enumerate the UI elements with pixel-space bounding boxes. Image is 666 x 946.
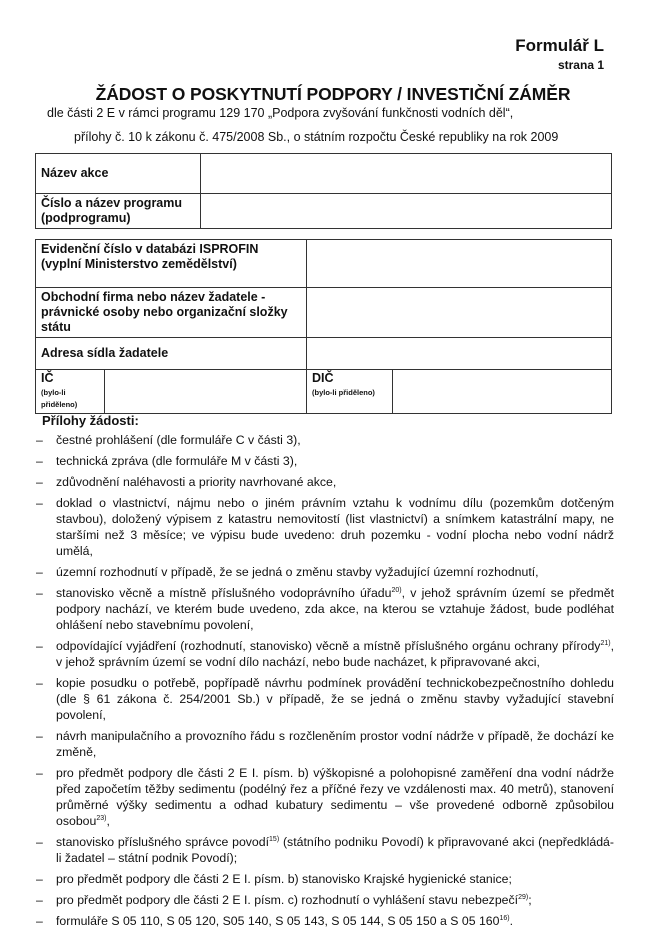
list-item [36,495,614,559]
subtitle-line-2: přílohy č. 10 k zákonu č. 475/2008 Sb., o státním rozpočtu České republiky na rok 2009 [74,130,559,144]
list-item [36,638,614,670]
list-item [36,765,614,829]
table-row [36,338,612,370]
field-label: Číslo a název programu (podprogramu) [36,194,201,229]
dash-bullet-icon: – [36,565,43,579]
dash-bullet-icon: – [36,914,43,928]
ic-label: IČ [41,371,54,385]
dash-bullet-icon: – [36,639,43,653]
list-item-text: návrh manipulačního a provozního řádu s rozčleněním prostor vodní nádrže v případě, že dochází ke změně, [56,729,614,759]
table-row [36,240,612,288]
list-item [36,728,614,760]
program-field[interactable] [201,194,612,229]
list-item-text: , v jehož správním území se vodní dílo nachází, nebo bude nacházet, k připravované akci, [56,639,614,669]
dash-bullet-icon: – [36,586,43,600]
table-row [36,370,612,414]
page-number: strana 1 [557,58,604,72]
list-item [36,564,614,580]
dic-note: (bylo-li přiděleno) [312,388,375,397]
list-item [36,834,614,866]
dash-bullet-icon: – [36,872,43,886]
action-name-field[interactable] [201,154,612,194]
list-item-text: formuláře S 05 110, S 05 120, S05 140, S 05 143, S 05 144, S 05 150 a S 05 160 [56,914,500,928]
table-row [36,288,612,338]
list-item-text: technická zpráva (dle formuláře M v části 3), [56,454,298,468]
dash-bullet-icon: – [36,766,43,780]
dash-bullet-icon: – [36,454,43,468]
company-name-field[interactable] [307,288,612,338]
list-item [36,871,614,887]
list-item [36,474,614,490]
dic-label-cell [307,370,393,414]
list-item-text: pro předmět podpory dle části 2 E I. písm. b) výškopisné a polohopisné zaměření dna vodní nádrže před započetím těžby sedimentu (podélný řez a příčné řezy ve vzdálenosti max. 40 metrů), stanovení průměrné výšky sedimentu a odhad kubatury sedimentu – vše provedené odborně způsobilou osobou [56,766,614,828]
field-label: Evidenční číslo v databázi ISPROFIN (vyplní Ministerstvo zemědělství) [36,240,307,288]
list-item-text: zdůvodnění naléhavosti a priority navrhované akce, [56,475,337,489]
footnote-ref: 23) [96,814,107,822]
ic-label-cell [36,370,105,414]
list-item-text: pro předmět podpory dle části 2 E I. písm. b) stanovisko Krajské hygienické stanice; [56,872,512,886]
list-item-text: , [106,814,110,828]
dic-label: DIČ [312,371,334,385]
attachments-list [36,432,614,934]
list-item-text: doklad o vlastnictví, nájmu nebo o jiném právním vztahu k vodnímu dílu (pozemkům dotčeným stavbou), doložený výpisem z katastru nemovitostí (list vlastnictví) a snímkem katastrální mapy, ne staršími než 3 měsíce; ve výpisu bude uvedeno: druh pozemku - vodní plocha nebo vodní nádrž umělá, [56,496,614,558]
list-item-text: čestné prohlášení (dle formuláře C v části 3), [56,433,301,447]
dash-bullet-icon: – [36,433,43,447]
field-label: Obchodní firma nebo název žadatele - právnické osoby nebo organizační složky státu [36,288,307,338]
list-item-text: stanovisko příslušného správce povodí [56,835,270,849]
ic-note: (bylo-li přiděleno) [41,388,78,409]
list-item [36,675,614,723]
field-label: Název akce [36,154,201,194]
list-item [36,585,614,633]
list-item [36,913,614,929]
footnote-ref: 16) [499,914,510,922]
list-item-text: (státního podniku Povodí) k připravované akci (nepředkládá-li žadatel – státní podnik Povodí); [56,835,614,865]
table-row [36,194,612,229]
list-item [36,453,614,469]
ic-field[interactable] [105,370,307,414]
list-item-text: . [509,914,514,928]
subtitle-line-1: dle části 2 E v rámci programu 129 170 „Podpora zvyšování funkčnosti vodních děl“, [47,106,514,120]
table-row [36,154,612,194]
dash-bullet-icon: – [36,676,43,690]
list-item-text: stanovisko věcně a místně příslušného vodoprávního úřadu [56,586,392,600]
list-item-text: územní rozhodnutí v případě, že se jedná o změnu stavby vyžadující územní rozhodnutí, [56,565,539,579]
document-title: ŽÁDOST O POSKYTNUTÍ PODPORY / INVESTIČNÍ ZÁMĚR [95,84,571,104]
dic-field[interactable] [393,370,612,414]
list-item-text: ; [528,893,532,907]
list-item-text: odpovídající vyjádření (rozhodnutí, stanovisko) věcně a místně příslušného orgánu ochrany přírody [56,639,601,653]
attachments-heading: Přílohy žádosti: [42,413,139,428]
field-label: Adresa sídla žadatele [36,338,307,370]
dash-bullet-icon: – [36,835,43,849]
list-item-text: kopie posudku o potřebě, popřípadě návrhu podmínek provádění technickobezpečnostního dohledu (dle § 61 zákona č. 254/2001 Sb.) v případě, že se jedná o změnu stavby vyžadující stavební povolení, [56,676,614,722]
action-table [35,153,612,229]
dash-bullet-icon: – [36,893,43,907]
address-field[interactable] [307,338,612,370]
list-item-text: , v jehož správním území se předmět podpory nachází, ve kterém bude uvedeno, zda akce, na kterou se vztahuje žádost, bude podléhat ohlášení nebo stavebnímu povolení, [56,586,614,632]
footnote-ref: 15) [269,835,280,843]
applicant-table [35,239,612,414]
list-item [36,892,614,908]
footnote-ref: 20) [391,586,402,594]
footnote-ref: 21) [600,639,611,647]
form-id: Formulář L [515,36,604,55]
dash-bullet-icon: – [36,475,43,489]
list-item [36,432,614,448]
footnote-ref: 29) [518,893,529,901]
dash-bullet-icon: – [36,496,43,510]
dash-bullet-icon: – [36,729,43,743]
list-item-text: pro předmět podpory dle části 2 E I. písm. c) rozhodnutí o vyhlášení stavu nebezpečí [56,893,519,907]
isprofin-number-field[interactable] [307,240,612,288]
